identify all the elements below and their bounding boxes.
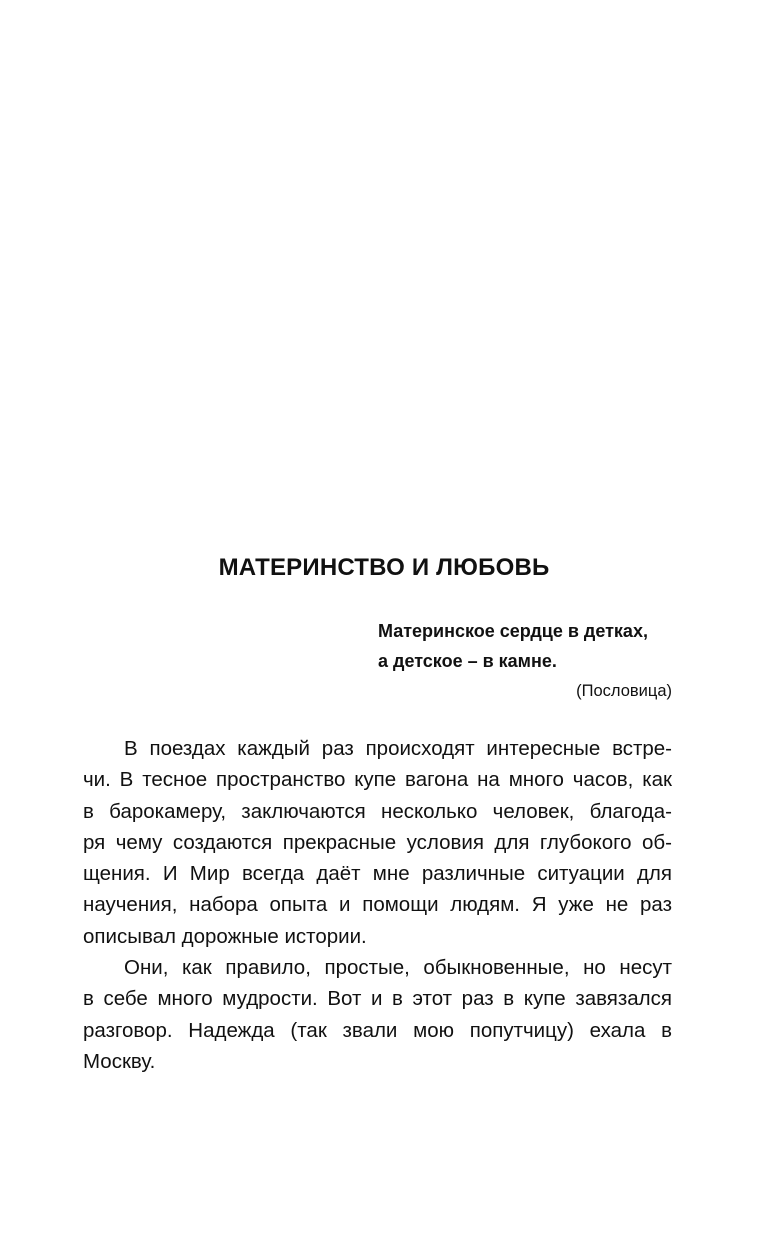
paragraph bbox=[83, 952, 672, 1077]
chapter-title: МАТЕРИНСТВО И ЛЮБОВЬ bbox=[218, 554, 550, 581]
text-line: щения. И Мир всегда даёт мне различные ситуации для bbox=[83, 862, 672, 886]
text-line: в барокамеру, заключаются несколько человек, благода- bbox=[83, 799, 672, 823]
epigraph bbox=[378, 616, 672, 704]
epigraph-line: а детское – в камне. bbox=[378, 651, 557, 671]
text-line: Москву. bbox=[83, 1049, 156, 1073]
text-line: описывал дорожные истории. bbox=[83, 924, 367, 948]
text-line: в себе много мудрости. Вот и в этот раз в купе завязался bbox=[83, 987, 672, 1011]
paragraph bbox=[83, 733, 672, 952]
text-line: Они, как правило, простые, обыкновенные, но несут bbox=[124, 956, 672, 980]
text-line: ря чему создаются прекрасные условия для глубокого об- bbox=[83, 830, 672, 854]
epigraph-line: Материнское сердце в детках, bbox=[378, 621, 648, 641]
text-line: научения, набора опыта и помощи людям. Я уже не раз bbox=[83, 893, 672, 917]
epigraph-source: (Пословица) bbox=[576, 682, 672, 700]
text-line: В поездах каждый раз происходят интересные встре- bbox=[124, 737, 672, 760]
text-line: чи. В тесное пространство купе вагона на много часов, как bbox=[83, 768, 672, 792]
text-line: разговор. Надежда (так звали мою попутчицу) ехала в bbox=[83, 1018, 672, 1042]
body-text bbox=[83, 733, 672, 1077]
